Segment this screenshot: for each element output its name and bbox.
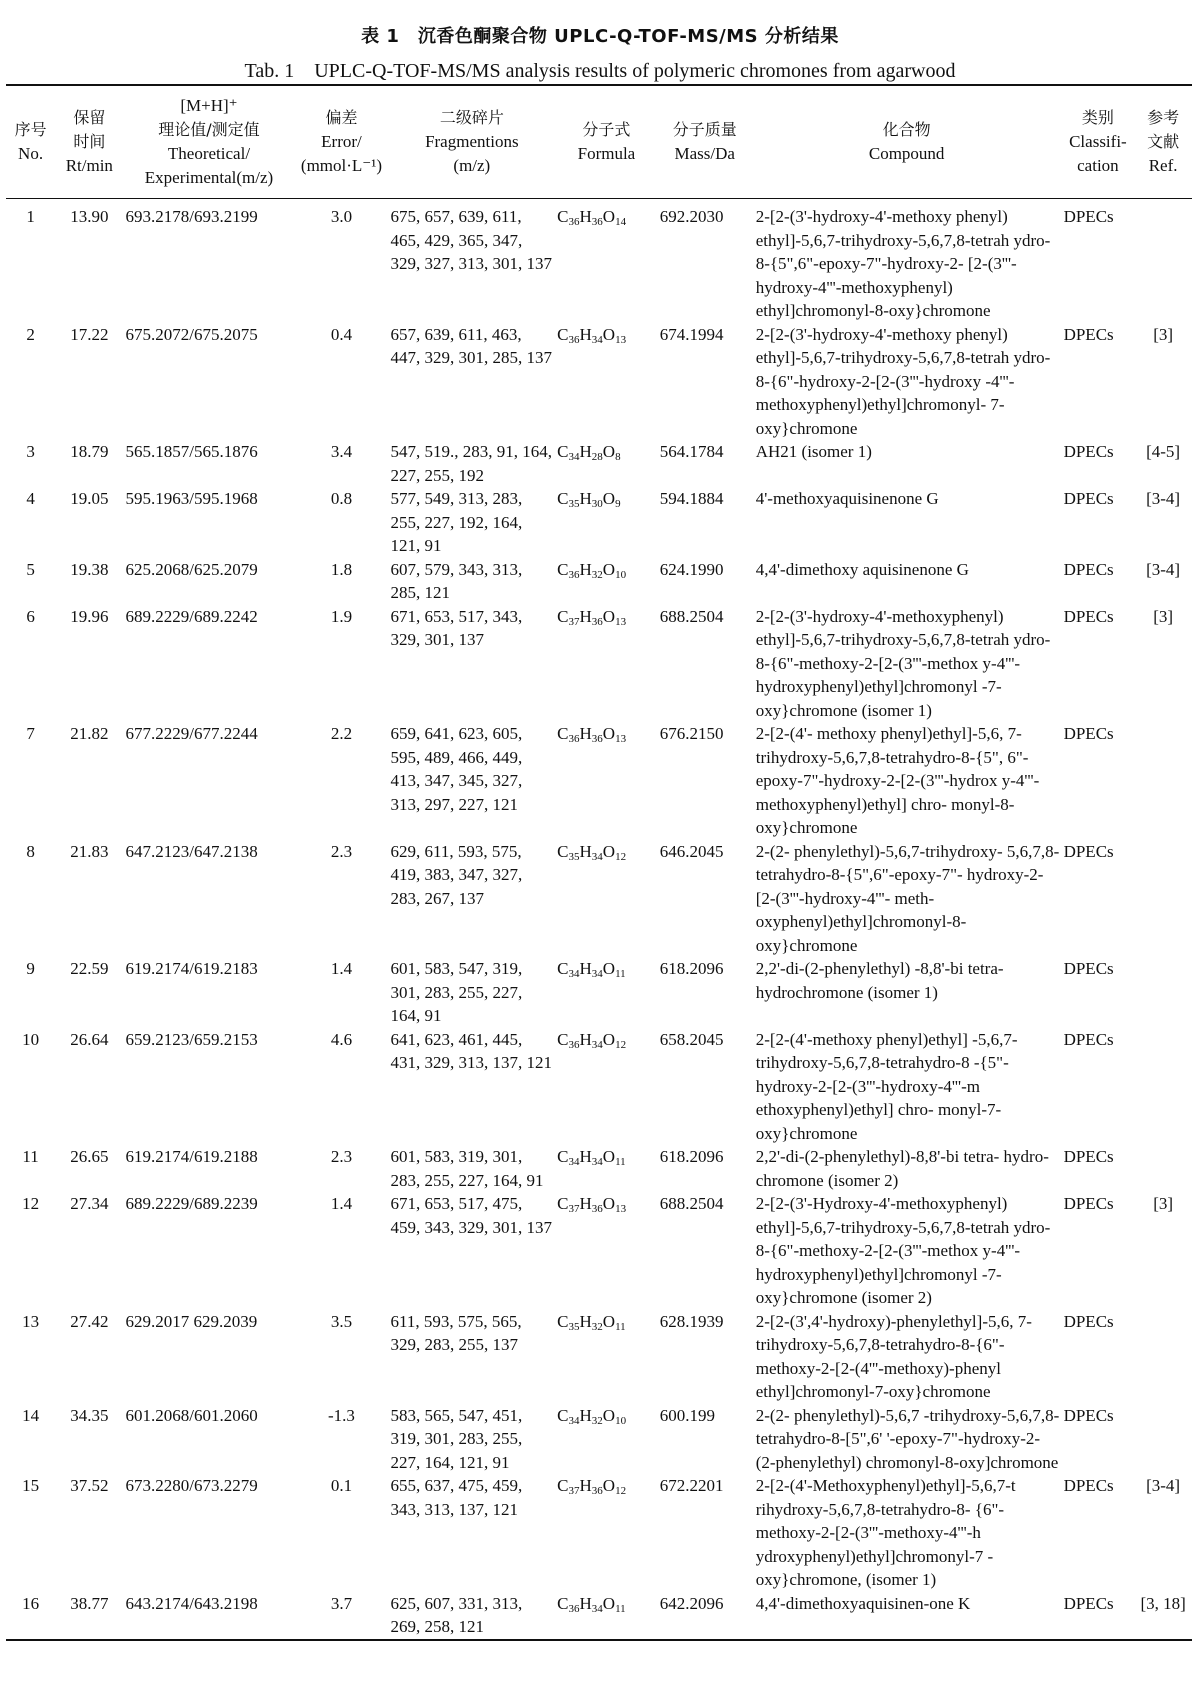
cell-rt: 19.05 — [70, 489, 109, 508]
cell-compound: 2-[2-(4'-Methoxyphenyl)ethyl]-5,6,7-t rihydroxy-5,6,7,8-tetrahydro-8- {6"-methoxy-2-[2-(3'''-methoxy-4'''-h ydroxyphenyl)ethyl]chromonyl-7 -oxy}chromone, (isomer 1) — [755, 1476, 1016, 1589]
cell-error: 4.6 — [330, 1029, 353, 1049]
cell-no: 6 — [26, 606, 35, 626]
cell-mass: 688.2504 — [659, 1194, 724, 1213]
cell-rt: 21.83 — [70, 841, 109, 861]
cell-classification: DPECs — [1063, 324, 1114, 344]
table-row — [6, 957, 1192, 1028]
cell-fragments: 607, 579, 343, 313, 285, 121 — [390, 559, 523, 602]
cell-mass: 600.199 — [659, 1405, 715, 1425]
cell-fragments: 601, 583, 547, 319, 301, 283, 255, 227, 164, 91 — [390, 959, 523, 1025]
cell-formula: $C_{34}H_{34}O_{11}$ — [557, 1147, 626, 1168]
cell-mass: 676.2150 — [659, 724, 724, 743]
table-row — [6, 1145, 1192, 1192]
cell-classification: DPECs — [1063, 559, 1114, 579]
cell-ref: [3] — [1153, 1194, 1174, 1213]
cell-rt: 34.35 — [70, 1405, 109, 1425]
header-compound: 化合物 Compound — [868, 120, 945, 163]
cell-fragments: 659, 641, 623, 605, 595, 489, 466, 449, 413, 347, 345, 327, 313, 297, 227, 121 — [390, 724, 523, 814]
cell-no: 14 — [22, 1405, 40, 1425]
cell-classification: DPECs — [1063, 606, 1114, 626]
cell-fragments: 583, 565, 547, 451, 319, 301, 283, 255, 227, 164, 121, 91 — [390, 1405, 523, 1472]
cell-mh-values: 595.1963/595.1968 — [125, 489, 258, 508]
cell-error: 2.3 — [330, 841, 353, 861]
cell-no: 9 — [26, 959, 35, 978]
cell-formula: $C_{36}H_{34}O_{11}$ — [557, 1593, 626, 1615]
cell-fragments: 641, 623, 461, 445, 431, 329, 313, 137, 121 — [390, 1029, 552, 1072]
cell-ref — [1134, 722, 1192, 840]
cell-classification: DPECs — [1063, 1029, 1114, 1049]
cell-mh-values: 659.2123/659.2153 — [125, 1029, 258, 1049]
results-table — [6, 84, 1192, 1641]
cell-no: 1 — [26, 207, 35, 226]
cell-compound: 2-(2- phenylethyl)-5,6,7-trihydroxy- 5,6,7,8-tetrahydro-8-{5",6"-epoxy-7"- hydroxy-2-[2-(3'''-hydroxy-4'''- meth- oxyphenyl)ethyl]chromonyl-8- oxy}chromone — [755, 841, 1060, 955]
header-fragments: 二级碎片 Fragmentions (m/z) — [425, 108, 519, 175]
cell-formula: $C_{35}H_{32}O_{11}$ — [557, 1311, 626, 1333]
cell-formula: $C_{34}H_{32}O_{10}$ — [557, 1405, 627, 1427]
cell-error: 2.3 — [330, 1147, 353, 1166]
cell-rt: 26.65 — [70, 1147, 109, 1166]
cell-mass: 692.2030 — [659, 207, 724, 226]
cell-rt: 17.22 — [70, 324, 109, 344]
cell-error: 1.4 — [330, 1194, 353, 1213]
cell-rt: 19.38 — [70, 559, 109, 579]
header-mh: [M+H]⁺ 理论值/测定值 Theoretical/ Experimental(m/z) — [144, 96, 274, 187]
cell-ref — [1134, 1145, 1192, 1192]
cell-fragments: 625, 607, 331, 313, 269, 258, 121 — [390, 1593, 523, 1636]
cell-compound: 4,4'-dimethoxy aquisinenone G — [755, 559, 969, 579]
header-formula: 分子式 Formula — [577, 120, 636, 163]
cell-classification: DPECs — [1063, 1311, 1114, 1331]
cell-ref: [3] — [1153, 606, 1174, 626]
cell-mh-values: 625.2068/625.2079 — [125, 559, 258, 579]
cell-mh-values: 673.2280/673.2279 — [125, 1476, 258, 1495]
cell-formula: $C_{36}H_{32}O_{10}$ — [557, 559, 627, 581]
cell-fragments: 675, 657, 639, 611, 465, 429, 365, 347, 329, 327, 313, 301, 137 — [390, 207, 552, 273]
cell-mass: 618.2096 — [659, 959, 724, 978]
cell-classification: DPECs — [1063, 1476, 1114, 1495]
header-classification: 类别 Classifi- cation — [1069, 108, 1127, 175]
table-row — [6, 1192, 1192, 1310]
cell-mh-values: 629.2017 629.2039 — [125, 1311, 258, 1331]
cell-compound: 2,2'-di-(2-phenylethyl)-8,8'-bi tetra- hydro-chromone (isomer 2) — [755, 1147, 1049, 1190]
cell-error: 0.4 — [330, 324, 353, 344]
table-row — [6, 558, 1192, 605]
cell-compound: 4,4'-dimethoxyaquisinen-one K — [755, 1593, 971, 1613]
table-title-chinese: 表 1 沉香色酮聚合物 UPLC-Q-TOF-MS/MS 分析结果 — [361, 26, 839, 47]
header-error: 偏差 Error/ (mmol·L⁻¹) — [300, 108, 383, 175]
cell-mass: 564.1784 — [659, 442, 724, 461]
cell-ref — [1134, 840, 1192, 958]
cell-rt: 19.96 — [70, 606, 109, 626]
cell-error: 0.1 — [330, 1476, 353, 1495]
cell-ref — [1134, 1404, 1192, 1475]
table-row — [6, 1404, 1192, 1475]
cell-compound: AH21 (isomer 1) — [755, 442, 872, 461]
cell-ref: [3] — [1153, 324, 1174, 344]
cell-rt: 22.59 — [70, 959, 109, 978]
cell-ref — [1134, 1028, 1192, 1146]
cell-classification: DPECs — [1063, 1194, 1114, 1213]
cell-formula: $C_{37}H_{36}O_{13}$ — [557, 606, 627, 628]
cell-formula: $C_{35}H_{34}O_{12}$ — [557, 841, 627, 863]
table-row — [6, 1592, 1192, 1640]
cell-formula: $C_{36}H_{34}O_{13}$ — [557, 324, 627, 346]
cell-fragments: 671, 653, 517, 343, 329, 301, 137 — [390, 606, 523, 649]
cell-rt: 26.64 — [70, 1029, 109, 1049]
table-row — [6, 840, 1192, 958]
cell-no: 12 — [22, 1194, 40, 1213]
cell-rt: 18.79 — [70, 442, 109, 461]
cell-no: 15 — [22, 1476, 40, 1495]
cell-mh-values: 565.1857/565.1876 — [125, 442, 258, 461]
cell-mh-values: 647.2123/647.2138 — [125, 841, 258, 861]
cell-formula: $C_{36}H_{36}O_{13}$ — [557, 724, 627, 745]
table-title-english: Tab. 1 UPLC-Q-TOF-MS/MS analysis results of polymeric chromones from agarwood — [244, 60, 956, 82]
cell-fragments: 577, 549, 313, 283, 255, 227, 192, 164, 121, 91 — [390, 489, 523, 555]
cell-mass: 642.2096 — [659, 1593, 724, 1613]
cell-mh-values: 643.2174/643.2198 — [125, 1593, 258, 1613]
table-row — [6, 323, 1192, 441]
cell-compound: 2-(2- phenylethyl)-5,6,7 -trihydroxy-5,6,7,8-tetrahydro-8-[5",6' '-epoxy-7"-hydroxy-2-(2-phenylethyl) chromonyl-8-oxy]chromone — [755, 1405, 1060, 1472]
cell-ref: [3-4] — [1146, 1476, 1181, 1495]
cell-no: 10 — [22, 1029, 40, 1049]
cell-fragments: 671, 653, 517, 475, 459, 343, 329, 301, 137 — [390, 1194, 552, 1237]
cell-classification: DPECs — [1063, 207, 1114, 226]
cell-no: 5 — [26, 559, 35, 579]
cell-no: 7 — [26, 724, 35, 743]
table-row — [6, 487, 1192, 558]
table-row — [6, 1028, 1192, 1146]
cell-mh-values: 619.2174/619.2188 — [125, 1147, 258, 1166]
cell-no: 4 — [26, 489, 35, 508]
cell-error: 3.0 — [330, 207, 353, 226]
cell-error: 1.4 — [330, 959, 353, 978]
cell-mass: 674.1994 — [659, 324, 724, 344]
cell-fragments: 629, 611, 593, 575, 419, 383, 347, 327, 283, 267, 137 — [390, 841, 523, 908]
cell-error: 1.8 — [330, 559, 353, 579]
cell-no: 2 — [26, 324, 35, 344]
cell-no: 13 — [22, 1311, 40, 1331]
cell-compound: 2-[2-(3'-hydroxy-4'-methoxy phenyl) ethyl]-5,6,7-trihydroxy-5,6,7,8-tetrah ydro-8-{6"-hydroxy-2-[2-(3'''-hydroxy -4'''-methoxyphenyl)ethyl]chromonyl- 7-oxy}chromone — [755, 324, 1051, 438]
cell-error: 1.9 — [330, 606, 353, 626]
table-row — [6, 722, 1192, 840]
cell-error: 3.7 — [330, 1593, 353, 1613]
cell-mass: 658.2045 — [659, 1029, 724, 1049]
cell-compound: 2-[2-(3'-hydroxy-4'-methoxyphenyl) ethyl]-5,6,7-trihydroxy-5,6,7,8-tetrah ydro-8-{6"-methoxy-2-[2-(3'''-methox y-4'''-hydroxyphenyl)ethyl]chromonyl -7-oxy}chromone (isomer 1) — [755, 606, 1051, 720]
cell-classification: DPECs — [1063, 442, 1114, 461]
cell-ref: [3-4] — [1146, 559, 1181, 579]
cell-fragments: 601, 583, 319, 301, 283, 255, 227, 164, 91 — [390, 1147, 544, 1190]
cell-compound: 2-[2-(3'-hydroxy-4'-methoxy phenyl) ethyl]-5,6,7-trihydroxy-5,6,7,8-tetrah ydro-8-{5",6"-epoxy-7"-hydroxy-2- [2-(3'''-hydroxy-4'''-methoxyphenyl) ethyl]chromonyl-8-oxy}chromone — [755, 207, 1051, 320]
cell-mh-values: 601.2068/601.2060 — [125, 1405, 258, 1425]
cell-rt: 13.90 — [70, 207, 109, 226]
cell-ref: [3-4] — [1146, 489, 1181, 508]
cell-mh-values: 693.2178/693.2199 — [125, 207, 258, 226]
cell-classification: DPECs — [1063, 1147, 1114, 1166]
cell-rt: 27.42 — [70, 1311, 109, 1331]
cell-mass: 646.2045 — [659, 841, 724, 861]
header-no: 序号 No. — [14, 120, 47, 163]
cell-no: 8 — [26, 841, 35, 861]
cell-compound: 2-[2-(3',4'-hydroxy)-phenylethyl]-5,6, 7-trihydroxy-5,6,7,8-tetrahydro-8-{6"- methoxy-2-[2-(4'''-methoxy)-phenyl ethyl]chromonyl-7-oxy}chromone — [755, 1311, 1032, 1401]
cell-error: 0.8 — [330, 489, 353, 508]
cell-ref — [1134, 1310, 1192, 1404]
cell-error: 3.5 — [330, 1311, 353, 1331]
cell-mh-values: 677.2229/677.2244 — [125, 724, 258, 743]
table-row — [6, 1310, 1192, 1404]
cell-mass: 618.2096 — [659, 1147, 724, 1166]
cell-rt: 21.82 — [70, 724, 109, 743]
cell-fragments: 657, 639, 611, 463, 447, 329, 301, 285, 137 — [390, 324, 552, 367]
cell-mh-values: 689.2229/689.2239 — [125, 1194, 258, 1213]
cell-compound: 2,2'-di-(2-phenylethyl) -8,8'-bi tetra- hydrochromone (isomer 1) — [755, 959, 1004, 1002]
cell-ref — [1134, 199, 1192, 323]
cell-no: 11 — [22, 1147, 39, 1166]
cell-mass: 672.2201 — [659, 1476, 724, 1495]
cell-formula: $C_{34}H_{28}O_8$ — [557, 442, 621, 463]
cell-mass: 688.2504 — [659, 606, 724, 626]
cell-classification: DPECs — [1063, 489, 1114, 508]
cell-fragments: 547, 519., 283, 91, 164, 227, 255, 192 — [390, 442, 552, 485]
cell-classification: DPECs — [1063, 841, 1114, 861]
cell-error: 3.4 — [330, 442, 353, 461]
table-row — [6, 199, 1192, 323]
table-row — [6, 605, 1192, 723]
cell-ref: [3, 18] — [1140, 1593, 1186, 1613]
cell-fragments: 655, 637, 475, 459, 343, 313, 137, 121 — [390, 1476, 523, 1519]
table-body — [6, 199, 1192, 1640]
cell-formula: $C_{34}H_{34}O_{11}$ — [557, 959, 626, 980]
cell-fragments: 611, 593, 575, 565, 329, 283, 255, 137 — [390, 1311, 522, 1354]
cell-formula: $C_{36}H_{36}O_{14}$ — [557, 207, 627, 228]
cell-mh-values: 689.2229/689.2242 — [125, 606, 258, 626]
cell-compound: 4'-methoxyaquisinenone G — [755, 489, 939, 508]
cell-no: 16 — [22, 1593, 40, 1613]
cell-rt: 27.34 — [70, 1194, 109, 1213]
cell-error: -1.3 — [328, 1405, 355, 1425]
cell-classification: DPECs — [1063, 959, 1114, 978]
cell-ref — [1134, 957, 1192, 1028]
cell-error: 2.2 — [330, 724, 353, 743]
cell-mass: 594.1884 — [659, 489, 724, 508]
cell-compound: 2-[2-(4'-methoxy phenyl)ethyl] -5,6,7-trihydroxy-5,6,7,8-tetrahydro-8 -{5"-hydroxy-2-[2-(3'''-hydroxy-4'''-m ethoxyphenyl)ethyl] chro- monyl-7-oxy}chromone — [755, 1029, 1018, 1143]
cell-mass: 628.1939 — [659, 1311, 724, 1331]
cell-compound: 2-[2-(3'-Hydroxy-4'-methoxyphenyl) ethyl]-5,6,7-trihydroxy-5,6,7,8-tetrah ydro-8-{6"-methoxy-2-[2-(3'''-methox y-4'''-hydroxyphenyl)ethyl]chromonyl -7-oxy}chromone (isomer 2) — [755, 1194, 1051, 1307]
cell-formula: $C_{35}H_{30}O_9$ — [557, 489, 621, 510]
cell-compound: 2-[2-(4'- methoxy phenyl)ethyl]-5,6, 7-trihydroxy-5,6,7,8-tetrahydro-8-{5", 6"-epoxy-7"-hydroxy-2-[2-(3'''-hydrox y-4'''-methoxyphenyl)ethyl] chro- monyl-8-oxy}chromone — [755, 724, 1040, 837]
cell-ref: [4-5] — [1146, 442, 1181, 461]
cell-rt: 37.52 — [70, 1476, 109, 1495]
cell-mass: 624.1990 — [659, 559, 724, 579]
header-ref: 参考 文献 Ref. — [1147, 108, 1180, 175]
cell-classification: DPECs — [1063, 724, 1114, 743]
header-rt: 保留 时间 Rt/min — [65, 108, 113, 175]
cell-classification: DPECs — [1063, 1593, 1114, 1613]
cell-formula: $C_{36}H_{34}O_{12}$ — [557, 1029, 627, 1051]
header-row — [6, 85, 1192, 199]
cell-mh-values: 619.2174/619.2183 — [125, 959, 258, 978]
table-row — [6, 1474, 1192, 1592]
cell-no: 3 — [26, 442, 35, 461]
cell-classification: DPECs — [1063, 1405, 1114, 1425]
table-row — [6, 440, 1192, 487]
header-mass: 分子质量 Mass/Da — [672, 120, 737, 163]
cell-rt: 38.77 — [70, 1593, 109, 1613]
cell-mh-values: 675.2072/675.2075 — [125, 324, 258, 344]
cell-formula: $C_{37}H_{36}O_{13}$ — [557, 1194, 627, 1215]
cell-formula: $C_{37}H_{36}O_{12}$ — [557, 1476, 627, 1497]
